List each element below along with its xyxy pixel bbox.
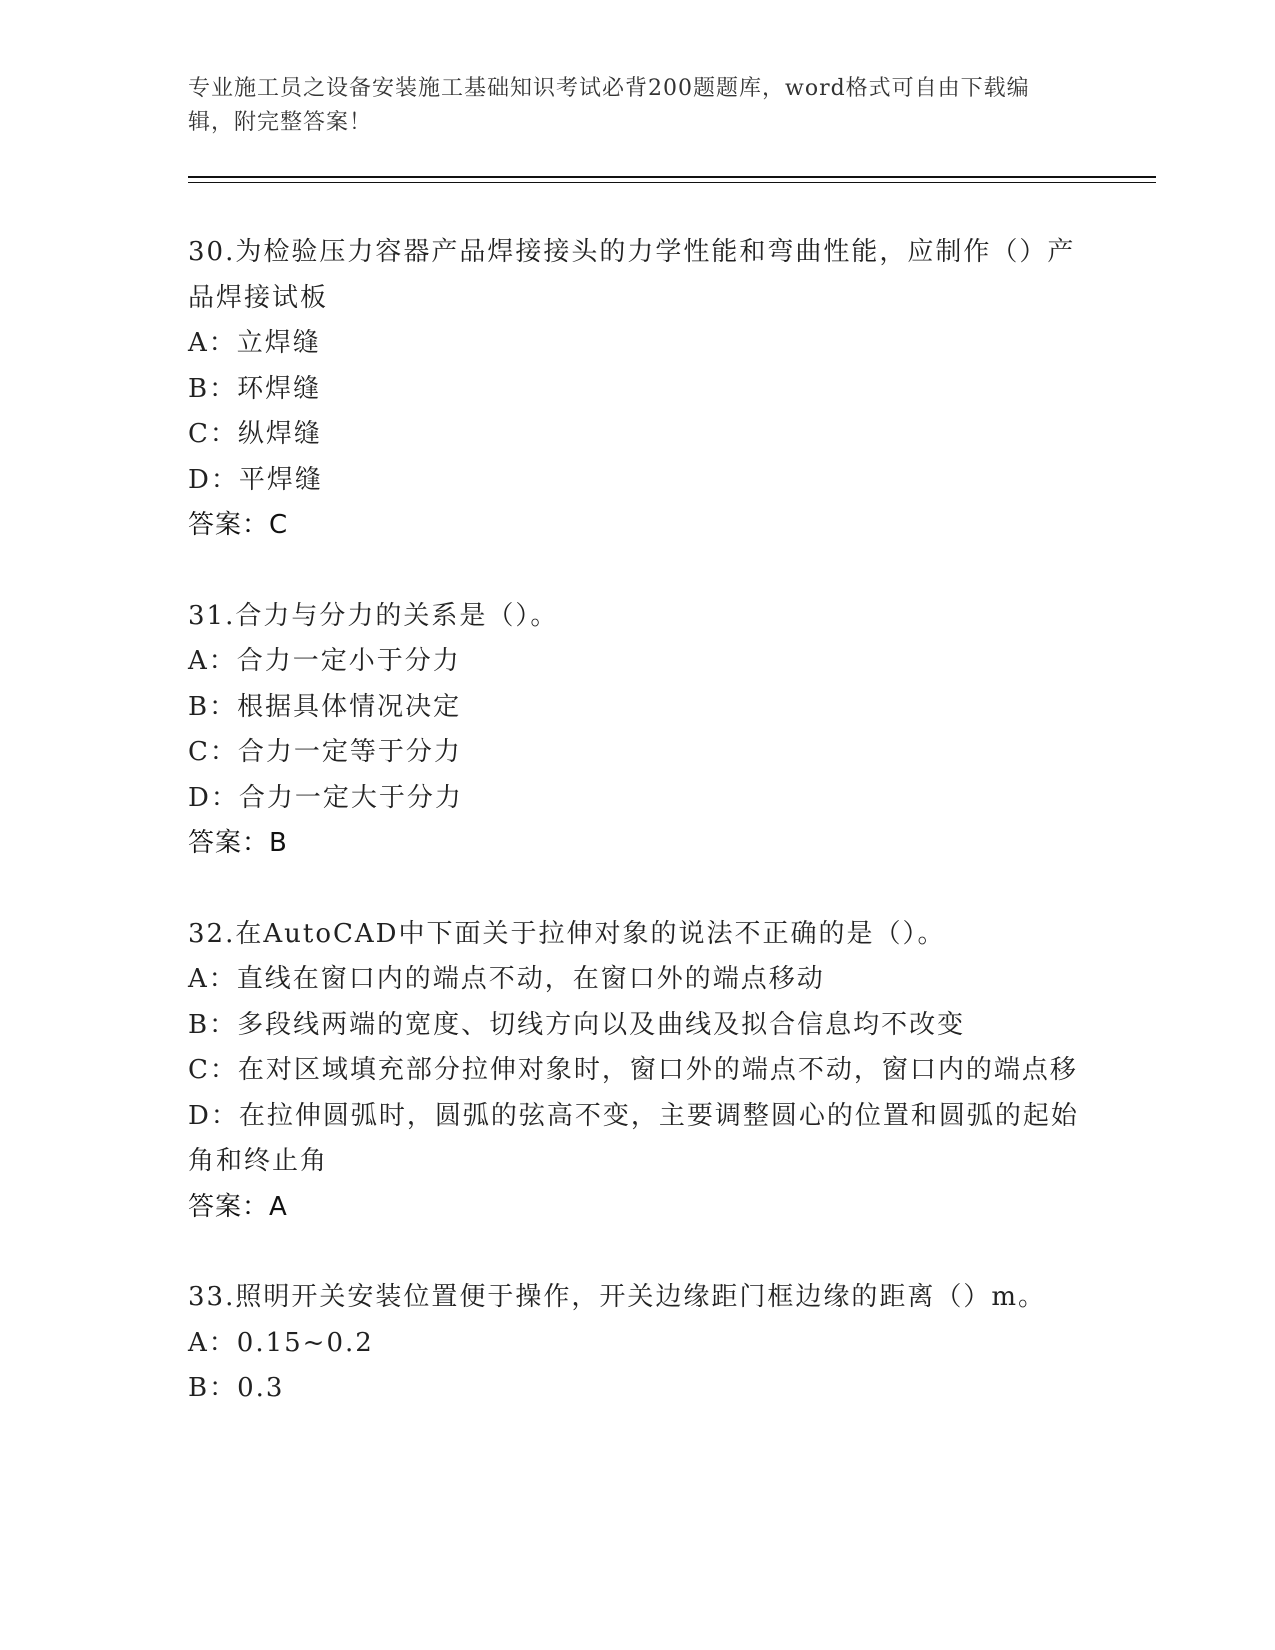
question-list — [188, 230, 1088, 1457]
option-a: A：直线在窗口内的端点不动，在窗口外的端点移动 — [188, 964, 825, 994]
option-d: D：在拉伸圆弧时，圆弧的弦高不变，主要调整圆心的位置和圆弧的起始角和终止角 — [188, 1100, 1079, 1176]
option-c: C：纵焊缝 — [188, 419, 322, 449]
option-a: A：0.15~0.2 — [188, 1327, 374, 1358]
header-divider-thick — [188, 176, 1156, 178]
question-stem: 31.合力与分力的关系是（）。 — [188, 600, 559, 631]
option-a: A：合力一定小于分力 — [188, 646, 461, 676]
question-stem: 33.照明开关安装位置便于操作，开关边缘距门框边缘的距离（）m。 — [188, 1282, 1047, 1312]
question-32 — [188, 912, 1088, 1231]
option-b: B：根据具体情况决定 — [188, 691, 462, 722]
option-c: C：在对区域填充部分拉伸对象时，窗口外的端点不动，窗口内的端点移 — [188, 1055, 1078, 1085]
option-d: D：平焊缝 — [188, 464, 323, 495]
question-stem: 32.在AutoCAD中下面关于拉伸对象的说法不正确的是（）。 — [188, 918, 946, 949]
question-stem: 30.为检验压力容器产品焊接接头的力学性能和弯曲性能，应制作（）产品焊接试板 — [188, 237, 1076, 313]
question-33 — [188, 1275, 1088, 1412]
option-b: B：多段线两端的宽度、切线方向以及曲线及拟合信息均不改变 — [188, 1009, 966, 1040]
question-31 — [188, 594, 1088, 867]
answer: 答案：A — [188, 1191, 288, 1222]
option-c: C：合力一定等于分力 — [188, 737, 462, 767]
answer: 答案：B — [188, 828, 288, 858]
option-d: D：合力一定大于分力 — [188, 782, 463, 813]
option-b: B：0.3 — [188, 1373, 285, 1403]
header-divider-thin — [188, 182, 1156, 183]
answer: 答案：C — [188, 510, 289, 540]
option-b: B：环焊缝 — [188, 373, 322, 404]
document-header: 专业施工员之设备安装施工基础知识考试必背200题题库，word格式可自由下载编辑，附完整答案！ — [188, 76, 1030, 135]
question-30 — [188, 230, 1088, 549]
option-a: A：立焊缝 — [188, 328, 321, 358]
